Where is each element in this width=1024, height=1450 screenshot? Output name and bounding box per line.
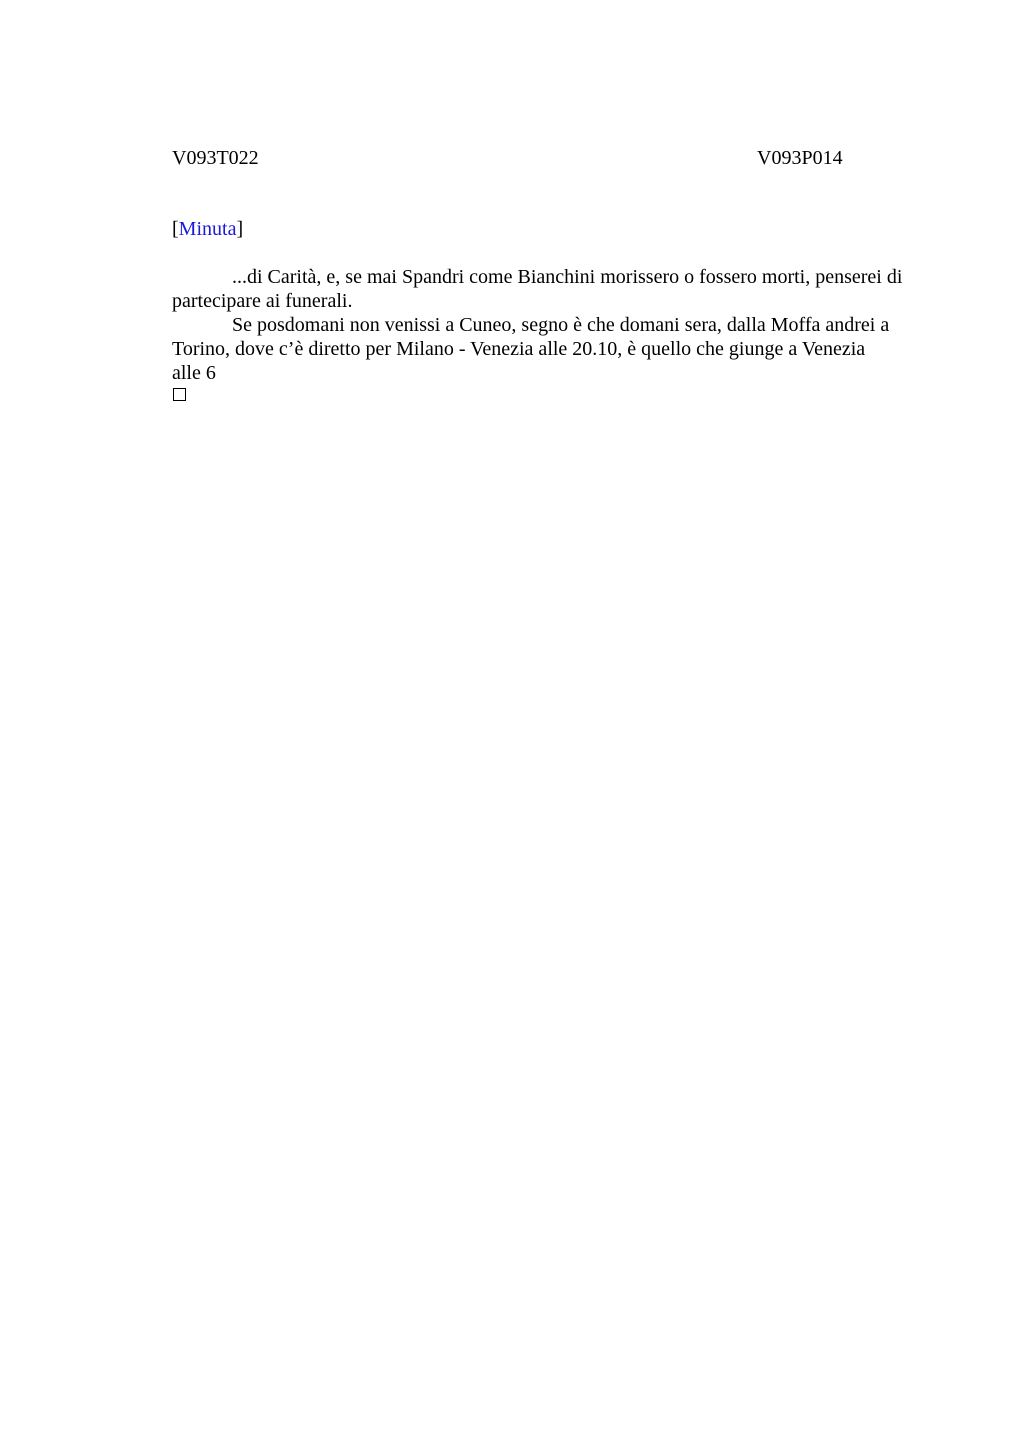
empty-square-icon: [173, 388, 186, 401]
open-bracket: [: [172, 218, 179, 240]
paragraph-2-line-3: alle 6: [172, 362, 216, 384]
letter-body: [172, 265, 932, 385]
paragraph-1-line-1: ...di Carità, e, se mai Spandri come Bianchini morissero o fossero morti, penserei di: [232, 266, 903, 288]
paragraph-1-line-2: partecipare ai funerali.: [172, 290, 353, 312]
minuta-link[interactable]: Minuta: [178, 218, 237, 240]
document-code-right: V093P014: [757, 147, 843, 169]
document-code-left: V093T022: [172, 147, 259, 169]
close-bracket: ]: [236, 218, 244, 240]
section-label: [172, 217, 243, 241]
paragraph-2-line-2: Torino, dove c’è diretto per Milano - Venezia alle 20.10, è quello che giunge a Venezia: [172, 338, 866, 360]
paragraph-2: [172, 313, 932, 385]
paragraph-1: [172, 265, 932, 313]
paragraph-2-line-1: Se posdomani non venissi a Cuneo, segno è che domani sera, dalla Moffa andrei a: [232, 314, 890, 336]
